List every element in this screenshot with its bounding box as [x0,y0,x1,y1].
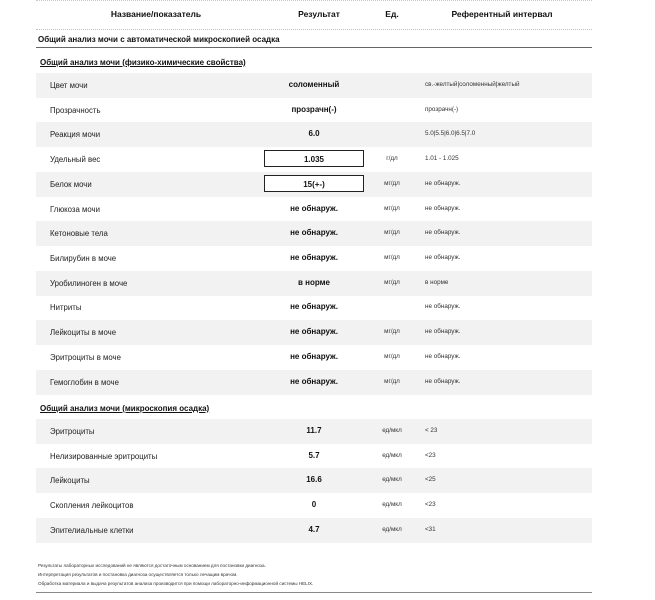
row-reference: <31 [425,526,436,533]
row-name: Цвет мочи [50,81,88,90]
row-result: 0 [311,500,317,509]
row-name: Эритроциты в моче [50,353,121,362]
table-row [36,271,592,296]
table-row [36,370,592,395]
row-result: не обнаруж. [290,302,338,311]
row-reference: 1.01 - 1.025 [425,155,459,162]
row-reference: 5.0|5.5|6.0|6.5|7.0 [425,130,476,137]
row-name: Кетоновые тела [50,229,108,238]
row-result: прозрачн(-) [291,105,337,114]
row-name: Нитриты [50,303,82,312]
table-row [36,221,592,246]
row-reference: <25 [425,476,436,483]
row-name: Прозрачность [50,106,101,115]
header-reference: Референтный интервал [451,9,553,19]
row-result: не обнаруж. [290,253,338,262]
row-result: не обнаруж. [290,352,338,361]
row-unit: мг/дл [384,205,400,212]
table-row [36,320,592,345]
table-row [36,295,592,320]
row-unit: мг/дл [384,353,400,360]
top-divider [36,0,592,1]
header-unit: Ед. [385,9,399,19]
row-name: Уробилиноген в моче [50,279,128,288]
row-reference: не обнаруж. [425,205,461,212]
row-result: не обнаруж. [290,204,338,213]
row-reference: св.-желтый|соломенный|желтый [425,81,520,88]
row-unit: мг/дл [384,378,400,385]
row-result: не обнаруж. [290,327,338,336]
header-result: Результат [298,9,340,19]
row-result: соломенный [288,80,340,89]
table-row [36,197,592,222]
row-name: Эритроциты [50,427,95,436]
table-row [36,493,592,518]
row-name: Билирубин в моче [50,254,117,263]
footer-line: Результаты лабораторных исследований не являются достаточным основанием для постановки диагноза. [38,563,266,568]
table-row [36,518,592,543]
row-unit: г/дл [386,155,398,162]
header-divider [36,29,592,30]
row-result: не обнаруж. [290,377,338,386]
row-unit: мг/дл [384,254,400,261]
row-result: 1.035 [264,150,364,167]
row-name: Скопления лейкоцитов [50,501,134,510]
row-result: не обнаруж. [290,228,338,237]
footer-line: Обработка материала и выдача результатов анализа производится при помощи лабораторно-информационной системы HELIX. [38,581,314,586]
table-row [36,246,592,271]
row-reference: не обнаруж. [425,254,461,261]
row-result: 4.7 [308,525,320,534]
row-reference: в норме [425,279,449,286]
row-result: 11.7 [306,426,322,435]
row-name: Глюкоза мочи [50,205,100,214]
row-unit: ед/мкл [382,427,402,434]
row-result: 15(+-) [264,175,364,192]
row-name: Удельный вес [50,155,101,164]
main-title: Общий анализ мочи с автоматической микроскопией осадка [38,35,280,44]
table-row [36,98,592,123]
row-result: 6.0 [308,129,320,138]
header-name: Название/показатель [110,9,202,19]
footer-notes [38,561,313,588]
row-name: Белок мочи [50,180,92,189]
table-row [36,73,592,98]
row-name: Лейкоциты [50,476,90,485]
footer-line: Интерпретация результатов и постановка диагноза осуществляется только лечащим врачом. [38,572,238,577]
table-row [36,122,592,147]
row-reference: не обнаруж. [425,378,461,385]
bottom-divider [36,592,592,593]
row-reference: не обнаруж. [425,229,461,236]
table-row [36,147,592,172]
row-unit: мг/дл [384,180,400,187]
row-reference: прозрачн(-) [425,106,459,113]
row-result: в норме [297,278,330,287]
row-unit: ед/мкл [382,526,402,533]
row-reference: <23 [425,501,436,508]
row-name: Нелизированные эритроциты [50,452,158,461]
table-header [36,4,592,26]
row-reference: не обнаруж. [425,303,461,310]
row-unit: мг/дл [384,229,400,236]
row-reference: <23 [425,452,436,459]
row-result: 5.7 [308,451,320,460]
row-name: Гемоглобин в моче [50,378,119,387]
row-unit: ед/мкл [382,476,402,483]
row-reference: не обнаруж. [425,353,461,360]
row-name: Эпителиальные клетки [50,526,134,535]
row-unit: мг/дл [384,328,400,335]
table-row [36,444,592,469]
row-reference: не обнаруж. [425,180,461,187]
section-title-physchem: Общий анализ мочи (физико-химические свойства) [40,58,246,67]
table-row [36,468,592,493]
row-name: Лейкоциты в моче [50,328,117,337]
main-title-divider [36,47,592,48]
row-reference: не обнаруж. [425,328,461,335]
row-unit: мг/дл [384,279,400,286]
row-reference: < 23 [425,427,438,434]
table-row [36,345,592,370]
row-unit: ед/мкл [382,501,402,508]
table-row [36,419,592,444]
section-title-microscopy: Общий анализ мочи (микроскопия осадка) [40,404,210,413]
row-result: 16.6 [306,475,322,484]
row-unit: ед/мкл [382,452,402,459]
table-row [36,172,592,197]
row-name: Реакция мочи [50,130,101,139]
